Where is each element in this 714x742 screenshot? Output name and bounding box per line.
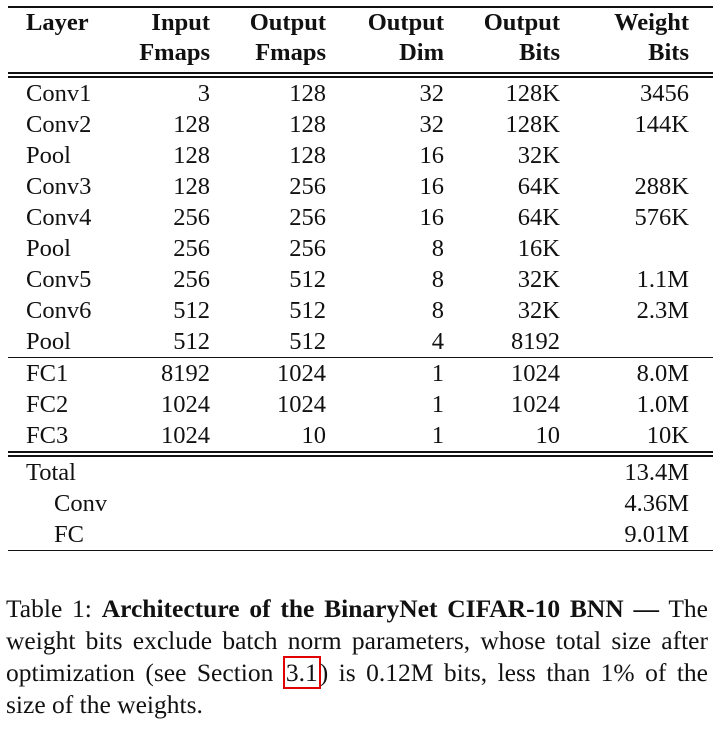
total-conv-row (8, 488, 713, 519)
conv-total-label: Conv (54, 490, 108, 517)
output-bits: 32K (517, 266, 560, 293)
header-row-1 (8, 7, 713, 38)
conv-total-value: 4.36M (624, 490, 689, 517)
caption-text-2: ) is 0.12M bits, less than 1% of the size of the weights. (6, 658, 709, 719)
header-layer: Layer (8, 7, 126, 38)
layer-name: Conv4 (26, 204, 92, 231)
output-dim: 8 (431, 235, 444, 262)
output-bits: 16K (517, 235, 560, 262)
output-dim: 32 (419, 111, 444, 138)
weight-bits: 10K (646, 422, 689, 449)
input-fmaps: 256 (173, 266, 210, 293)
output-fmaps: 256 (289, 204, 326, 231)
section-reference-link[interactable]: 3.1 (283, 656, 321, 689)
header-output-bits-line2: Bits (519, 39, 560, 66)
header-weight-bits-line1: Weight (586, 7, 713, 38)
input-fmaps: 512 (173, 297, 210, 324)
table-row (8, 109, 713, 140)
output-fmaps: 128 (289, 111, 326, 138)
table-row (8, 78, 713, 109)
table-row (8, 295, 713, 326)
table-row (8, 389, 713, 420)
output-fmaps: 1024 (236, 358, 352, 390)
weight-bits (586, 326, 713, 358)
weight-bits (586, 233, 713, 264)
output-bits: 64K (517, 204, 560, 231)
layer-name: Conv3 (26, 173, 92, 200)
weight-bits: 144K (634, 111, 689, 138)
output-fmaps: 128 (289, 142, 326, 169)
output-dim: 1 (431, 391, 444, 418)
table-row (8, 326, 713, 358)
output-bits: 1024 (470, 358, 586, 390)
fc-section (8, 358, 713, 458)
output-dim: 1 (352, 358, 470, 390)
output-dim: 16 (419, 142, 444, 169)
header-input-fmaps-line2: Fmaps (139, 39, 210, 66)
input-fmaps: 1024 (161, 391, 210, 418)
output-bits: 32K (517, 142, 560, 169)
input-fmaps: 128 (173, 111, 210, 138)
fc-total-label: FC (8, 519, 126, 551)
weight-bits (586, 140, 713, 171)
fc-total-value: 9.01M (586, 519, 713, 551)
table-row (8, 140, 713, 171)
layer-name: Pool (26, 142, 71, 169)
weight-bits: 1.0M (636, 391, 689, 418)
caption-dash: — (633, 594, 660, 623)
input-fmaps: 256 (173, 204, 210, 231)
output-dim: 8 (431, 266, 444, 293)
output-bits: 128K (505, 111, 560, 138)
layer-name: Conv2 (26, 111, 92, 138)
table-row (8, 420, 713, 451)
output-dim: 1 (431, 422, 444, 449)
input-fmaps: 512 (173, 328, 210, 355)
layer-name: Conv6 (26, 297, 92, 324)
header-layer-line2 (8, 38, 126, 72)
table-row (8, 358, 713, 390)
total-label: Total (26, 459, 76, 486)
table-row (8, 264, 713, 295)
totals-section (8, 457, 713, 551)
header-row-2 (8, 38, 713, 72)
output-dim: 16 (419, 173, 444, 200)
total-row (8, 457, 713, 488)
caption-title: Architecture of the BinaryNet CIFAR-10 BNN (101, 594, 624, 623)
layer-name: FC3 (26, 422, 69, 449)
layer-name: Conv1 (26, 80, 92, 107)
table-caption (6, 593, 708, 721)
header-output-bits-line1: Output (470, 7, 586, 38)
weight-bits: 8.0M (586, 358, 713, 390)
input-fmaps: 128 (173, 173, 210, 200)
header-output-dim-line2: Dim (399, 39, 444, 66)
table-row (8, 233, 713, 264)
weight-bits: 576K (634, 204, 689, 231)
output-bits: 10 (535, 422, 560, 449)
caption-prefix: Table 1: (6, 594, 102, 623)
table-row (8, 171, 713, 202)
output-bits: 32K (517, 297, 560, 324)
output-bits: 64K (517, 173, 560, 200)
layer-name: FC1 (8, 358, 126, 390)
output-bits: 8192 (511, 328, 560, 355)
output-dim: 4 (431, 328, 444, 355)
weight-bits: 1.1M (636, 266, 689, 293)
output-fmaps: 256 (289, 235, 326, 262)
architecture-table-container (8, 6, 713, 551)
architecture-table (8, 6, 713, 551)
weight-bits: 288K (634, 173, 689, 200)
input-fmaps: 3 (197, 80, 210, 107)
output-fmaps: 512 (289, 328, 326, 355)
weight-bits: 2.3M (636, 297, 689, 324)
table-row (8, 202, 713, 233)
input-fmaps: 128 (173, 142, 210, 169)
output-fmaps: 512 (289, 297, 326, 324)
weight-bits: 3456 (640, 80, 689, 107)
total-value: 13.4M (624, 459, 689, 486)
output-dim: 16 (419, 204, 444, 231)
input-fmaps: 1024 (161, 422, 210, 449)
header-output-fmaps-line1: Output (236, 7, 352, 38)
output-dim: 32 (419, 80, 444, 107)
header-input-fmaps-line1: Input (126, 7, 236, 38)
output-fmaps: 1024 (277, 391, 326, 418)
conv-section (8, 78, 713, 358)
output-fmaps: 512 (289, 266, 326, 293)
layer-name: Conv5 (26, 266, 92, 293)
output-dim: 8 (431, 297, 444, 324)
layer-name: Pool (26, 235, 71, 262)
caption-text-1: The weight bits exclude batch norm parameters, whose total size after optimization (see Section (6, 594, 708, 687)
output-fmaps: 256 (289, 173, 326, 200)
output-bits: 1024 (511, 391, 560, 418)
header-output-fmaps-line2: Fmaps (255, 39, 326, 66)
output-fmaps: 10 (301, 422, 326, 449)
header-output-dim-line1: Output (352, 7, 470, 38)
header-weight-bits-line2: Bits (648, 39, 689, 66)
layer-name: FC2 (26, 391, 69, 418)
input-fmaps: 8192 (126, 358, 236, 390)
output-bits: 128K (505, 80, 560, 107)
layer-name: Pool (26, 328, 71, 355)
input-fmaps: 256 (173, 235, 210, 262)
output-fmaps: 128 (289, 80, 326, 107)
total-fc-row (8, 519, 713, 551)
